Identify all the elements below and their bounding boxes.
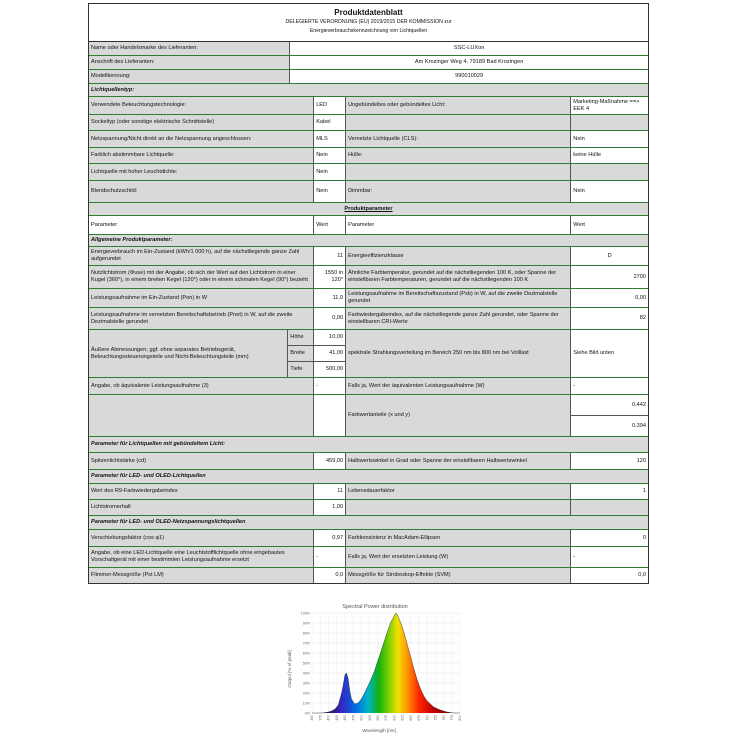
table-row xyxy=(89,97,648,115)
mains-value: MLS xyxy=(314,131,346,147)
y-tick-label: 50% xyxy=(302,661,310,666)
displacement-factor-value: 0,97 xyxy=(314,530,346,546)
flicker-label: Flimmer-Messgröße (Pst LM) xyxy=(89,568,314,583)
technology-value: LED xyxy=(314,97,346,114)
empty-cell xyxy=(571,115,648,130)
datasheet-title: Produktdatenblatt xyxy=(334,8,403,17)
macadam-label: Farbkonsistenz in MacAdam-Ellipsen xyxy=(346,530,571,546)
x-tick-label: 425 xyxy=(334,715,339,721)
depth-label: Tiefe xyxy=(288,361,313,377)
chart-background xyxy=(284,601,466,734)
x-tick-label: 375 xyxy=(318,715,323,721)
equivalent-power-label: Angabe, ob äquivalente Leistungsaufnahme (3) xyxy=(89,378,314,394)
table-row xyxy=(89,500,648,516)
displacement-factor-label: Verschiebungsfaktor (cos φ1) xyxy=(89,530,314,546)
y-tick-label: 0% xyxy=(304,711,310,716)
chromaticity-label: Farbwertanteile (x und y) xyxy=(346,395,571,436)
column-header-value: Wert xyxy=(314,216,346,234)
x-tick-label: 625 xyxy=(400,715,405,721)
high-luminance-value: Nein xyxy=(314,164,346,180)
table-row xyxy=(89,516,648,530)
networked-standby-label: Leistungsaufnahme im vernetzten Bereitschaftsbetrieb (Pnet) in W, auf die zweite Dezimalstelle gerundet xyxy=(89,308,314,329)
energy-consumption-label: Energieverbrauch im Ein-Zustand (kWh/1 000 h), auf die nächstliegende ganze Zahl aufgerundet xyxy=(89,247,314,265)
regulation-line-2: Energieverbrauchskennzeichnung von Lichtquellen xyxy=(309,28,428,34)
width-value: 41,00 xyxy=(314,345,345,361)
envelope-label: Hülle: xyxy=(346,148,571,163)
empty-cell xyxy=(346,164,571,180)
table-row xyxy=(89,437,648,453)
y-tick-label: 30% xyxy=(302,681,310,686)
spd-value: Siehe Bild unten xyxy=(571,330,648,377)
technology-label: Verwendete Beleuchtungstechnologie: xyxy=(89,97,314,114)
spectral-power-chart xyxy=(284,601,466,734)
high-luminance-label: Lichtquelle mit hoher Leuchtdichte: xyxy=(89,164,314,180)
dimmable-value: Nein xyxy=(571,181,648,202)
cap-type-label: Sockeltyp (oder sonstige elektrische Schnittstelle) xyxy=(89,115,314,130)
column-header-value: Wert xyxy=(571,216,648,234)
cri-value: 82 xyxy=(571,308,648,329)
x-tick-label: 675 xyxy=(417,715,422,721)
mains-label: Netzspannung/Nicht direkt an die Netzspannung angeschlossen: xyxy=(89,131,314,147)
table-row xyxy=(89,453,648,470)
tunable-value: Nein xyxy=(314,148,346,163)
model-id-label: Modellkennung: xyxy=(89,70,290,83)
dimension-names xyxy=(288,330,314,377)
x-tick-label: 500 xyxy=(359,715,364,721)
glare-shield-value: Nein xyxy=(314,181,346,202)
dimension-values xyxy=(314,330,346,377)
table-row xyxy=(89,115,648,131)
supplier-address-label: Anschrift des Lieferanten: xyxy=(89,56,290,69)
y-tick-label: 90% xyxy=(302,621,310,626)
survival-factor-label: Lebensdauerfaktor xyxy=(346,484,571,499)
table-row xyxy=(89,216,648,235)
table-row xyxy=(89,266,648,289)
x-tick-label: 750 xyxy=(441,715,446,721)
model-id-value: 990010029 xyxy=(290,70,648,83)
depth-value: 500,00 xyxy=(314,361,345,377)
supplier-address-value: Am Krozinger Weg 4, 79189 Bad Krozingen xyxy=(290,56,648,69)
empty-cell xyxy=(89,395,314,436)
cap-type-value: Kabel xyxy=(314,115,346,130)
useful-flux-label: Nutzlichtstrom (Φuse) mit der Angabe, ob sich der Wert auf den Lichtstrom in einer Kugel (360°), in einem breiten Kegel (120°) oder in einem schmalen Kegel (90°) bezieht xyxy=(89,266,314,288)
cri-label: Farbwiedergabeindex, auf die nächstliegende ganze Zahl gerundet, oder Spanne der einstellbaren CRI-Werte xyxy=(346,308,571,329)
standby-power-value: 0,00 xyxy=(571,289,648,307)
table-row xyxy=(89,470,648,484)
column-header-parameter: Parameter xyxy=(346,216,571,234)
y-tick-label: 10% xyxy=(302,701,310,706)
table-row xyxy=(89,330,648,378)
macadam-value: 0 xyxy=(571,530,648,546)
x-axis-label: Wavelength [nm] xyxy=(362,728,396,733)
y-tick-label: 60% xyxy=(302,651,310,656)
cls-label: Vernetzte Lichtquelle (CLS): xyxy=(346,131,571,147)
table-row xyxy=(89,530,648,547)
chromaticity-y-value: 0,394 xyxy=(571,415,648,436)
supplier-name-value: SSC-LUXon xyxy=(290,42,648,55)
cct-value: 2700 xyxy=(571,266,648,288)
focused-light-label: Ungebündeltes oder gebündeltes Licht: xyxy=(346,97,571,114)
peak-intensity-label: Spitzenlichtstärke (cd) xyxy=(89,453,314,469)
on-mode-power-value: 11,0 xyxy=(314,289,346,307)
x-tick-label: 775 xyxy=(449,715,454,721)
chromaticity-values xyxy=(571,395,648,436)
x-tick-label: 725 xyxy=(433,715,438,721)
product-params-heading: Produktparameter xyxy=(344,205,393,212)
energy-consumption-value: 11 xyxy=(314,247,346,265)
empty-cell xyxy=(346,500,571,515)
y-tick-label: 80% xyxy=(302,631,310,636)
spd-label: spektrale Strahlungsverteilung im Bereich 250 nm bis 800 nm bei Volllast xyxy=(346,330,571,377)
table-row xyxy=(89,308,648,330)
table-row xyxy=(89,148,648,164)
envelope-value: keine Hülle xyxy=(571,148,648,163)
replacement-value: - xyxy=(314,547,346,567)
tunable-label: Farblich abstimmbare Lichtquelle: xyxy=(89,148,314,163)
energy-class-label: Energieeffizienzklasse xyxy=(346,247,571,265)
table-row xyxy=(89,84,648,97)
energy-class-value: D xyxy=(571,247,648,265)
height-label: Höhe xyxy=(290,334,304,341)
y-tick-label: 100% xyxy=(300,611,310,616)
cls-value: Nein xyxy=(571,131,648,147)
y-tick-label: 20% xyxy=(302,691,310,696)
empty-cell xyxy=(571,500,648,515)
replacement-w-label: Falls ja, Wert der ersetzten Leistung (W) xyxy=(346,547,571,567)
networked-standby-value: 0,00 xyxy=(314,308,346,329)
x-tick-label: 550 xyxy=(375,715,380,721)
x-tick-label: 800 xyxy=(458,715,463,721)
svm-label: Messgröße für Stroboskop-Effekte (SVM) xyxy=(346,568,571,583)
table-row xyxy=(89,547,648,568)
focused-light-value: Marketing-Maßnahme ==> EEK 4 xyxy=(571,97,648,114)
replacement-w-value: - xyxy=(571,547,648,567)
svm-value: 0,0 xyxy=(571,568,648,583)
height-value: 10,00 xyxy=(329,334,344,341)
flicker-value: 0,0 xyxy=(314,568,346,583)
table-row xyxy=(89,56,648,70)
column-header-parameter: Parameter xyxy=(89,216,314,234)
r9-value: 11 xyxy=(314,484,346,499)
lumen-maintenance-label: Lichtstromerhalt xyxy=(89,500,314,515)
table-row xyxy=(89,484,648,500)
replacement-label: Angabe, ob eine LED-Lichtquelle eine Leuchtstofflichtquelle ohne eingebautes Vorschaltgerät mit einer bestimmten Leistungsaufnahme ersetzt xyxy=(89,547,314,567)
equivalent-power-w-value: - xyxy=(571,378,648,394)
y-tick-label: 70% xyxy=(302,641,310,646)
table-row xyxy=(89,247,648,266)
width-label: Breite xyxy=(288,345,313,361)
x-tick-label: 450 xyxy=(343,715,348,721)
x-tick-label: 350 xyxy=(310,715,315,721)
dimensions-label: Äußere Abmessungen; ggf. ohne separates Betriebsgerät, Beleuchtungssteuerungsteile und Nicht-Beleuchtungsteile (mm) xyxy=(89,330,288,377)
table-row xyxy=(89,235,648,247)
empty-cell xyxy=(314,395,346,436)
table-row xyxy=(89,289,648,308)
beam-angle-value: 120 xyxy=(571,453,648,469)
r9-label: Wert des R9-Farbwiedergabeindex xyxy=(89,484,314,499)
y-axis-label: Output [% of peak] xyxy=(287,650,292,688)
supplier-name-label: Name oder Handelsmarke des Lieferanten: xyxy=(89,42,290,55)
beam-angle-label: Halbwertswinkel in Grad oder Spanne der einstellbaren Halbwertswinkel xyxy=(346,453,571,469)
directional-params-heading: Parameter für Lichtquellen mit gebündeltem Licht: xyxy=(91,441,225,448)
useful-flux-value: 1550 in 120° xyxy=(314,266,346,288)
regulation-line-1: DELEGIERTE VERORDNUNG (EU) 2019/2015 DER KOMMISSION zur xyxy=(285,19,452,25)
empty-cell xyxy=(571,164,648,180)
table-row xyxy=(89,131,648,148)
x-tick-label: 600 xyxy=(392,715,397,721)
table-row xyxy=(89,378,648,395)
table-row xyxy=(89,568,648,583)
chromaticity-x-value: 0,442 xyxy=(632,401,646,408)
equivalent-power-w-label: Falls ja, Wert der äquivalenten Leistungsaufnahme (W) xyxy=(346,378,571,394)
datasheet-header xyxy=(89,4,648,42)
table-row xyxy=(89,70,648,84)
survival-factor-value: 1 xyxy=(571,484,648,499)
x-tick-label: 575 xyxy=(384,715,389,721)
standby-power-label: Leistungsaufnahme im Bereitschaftszustand (Psb) in W, auf die zweite Dezimalstelle gerundet xyxy=(346,289,571,307)
table-row xyxy=(89,164,648,181)
peak-intensity-value: 459,00 xyxy=(314,453,346,469)
x-tick-label: 650 xyxy=(408,715,413,721)
mains-params-heading: Parameter für LED- und OLED-Netzspannungslichtquellen xyxy=(91,519,246,526)
x-tick-label: 525 xyxy=(367,715,372,721)
dimmable-label: Dimmbar: xyxy=(346,181,571,202)
x-tick-label: 400 xyxy=(326,715,331,721)
table-row xyxy=(89,395,648,437)
equivalent-power-value: - xyxy=(314,378,346,394)
table-row xyxy=(89,181,648,203)
x-tick-label: 700 xyxy=(425,715,430,721)
general-params-heading: Allgemeine Produktparameter: xyxy=(91,237,173,244)
lumen-maintenance-value: 1,00 xyxy=(314,500,346,515)
light-source-type-heading: Lichtquellentyp: xyxy=(91,86,135,93)
x-tick-label: 475 xyxy=(351,715,356,721)
cct-label: Ähnliche Farbtemperatur, gerundet auf die nächstliegenden 100 K, oder Spanne der einstellbaren Farbtemperaturen, gerundet auf die nächstliegenden 100 K xyxy=(346,266,571,288)
chart-title: Spectral Power distribution xyxy=(342,604,408,610)
datasheet-table xyxy=(88,3,649,584)
table-row xyxy=(89,42,648,56)
empty-cell xyxy=(346,115,571,130)
y-tick-label: 40% xyxy=(302,671,310,676)
glare-shield-label: Blendschutzschild: xyxy=(89,181,314,202)
table-row xyxy=(89,203,648,216)
led-params-heading: Parameter für LED- und OLED-Lichtquellen xyxy=(91,473,206,480)
on-mode-power-label: Leistungsaufnahme im Ein-Zustand (Pon) in W xyxy=(89,289,314,307)
